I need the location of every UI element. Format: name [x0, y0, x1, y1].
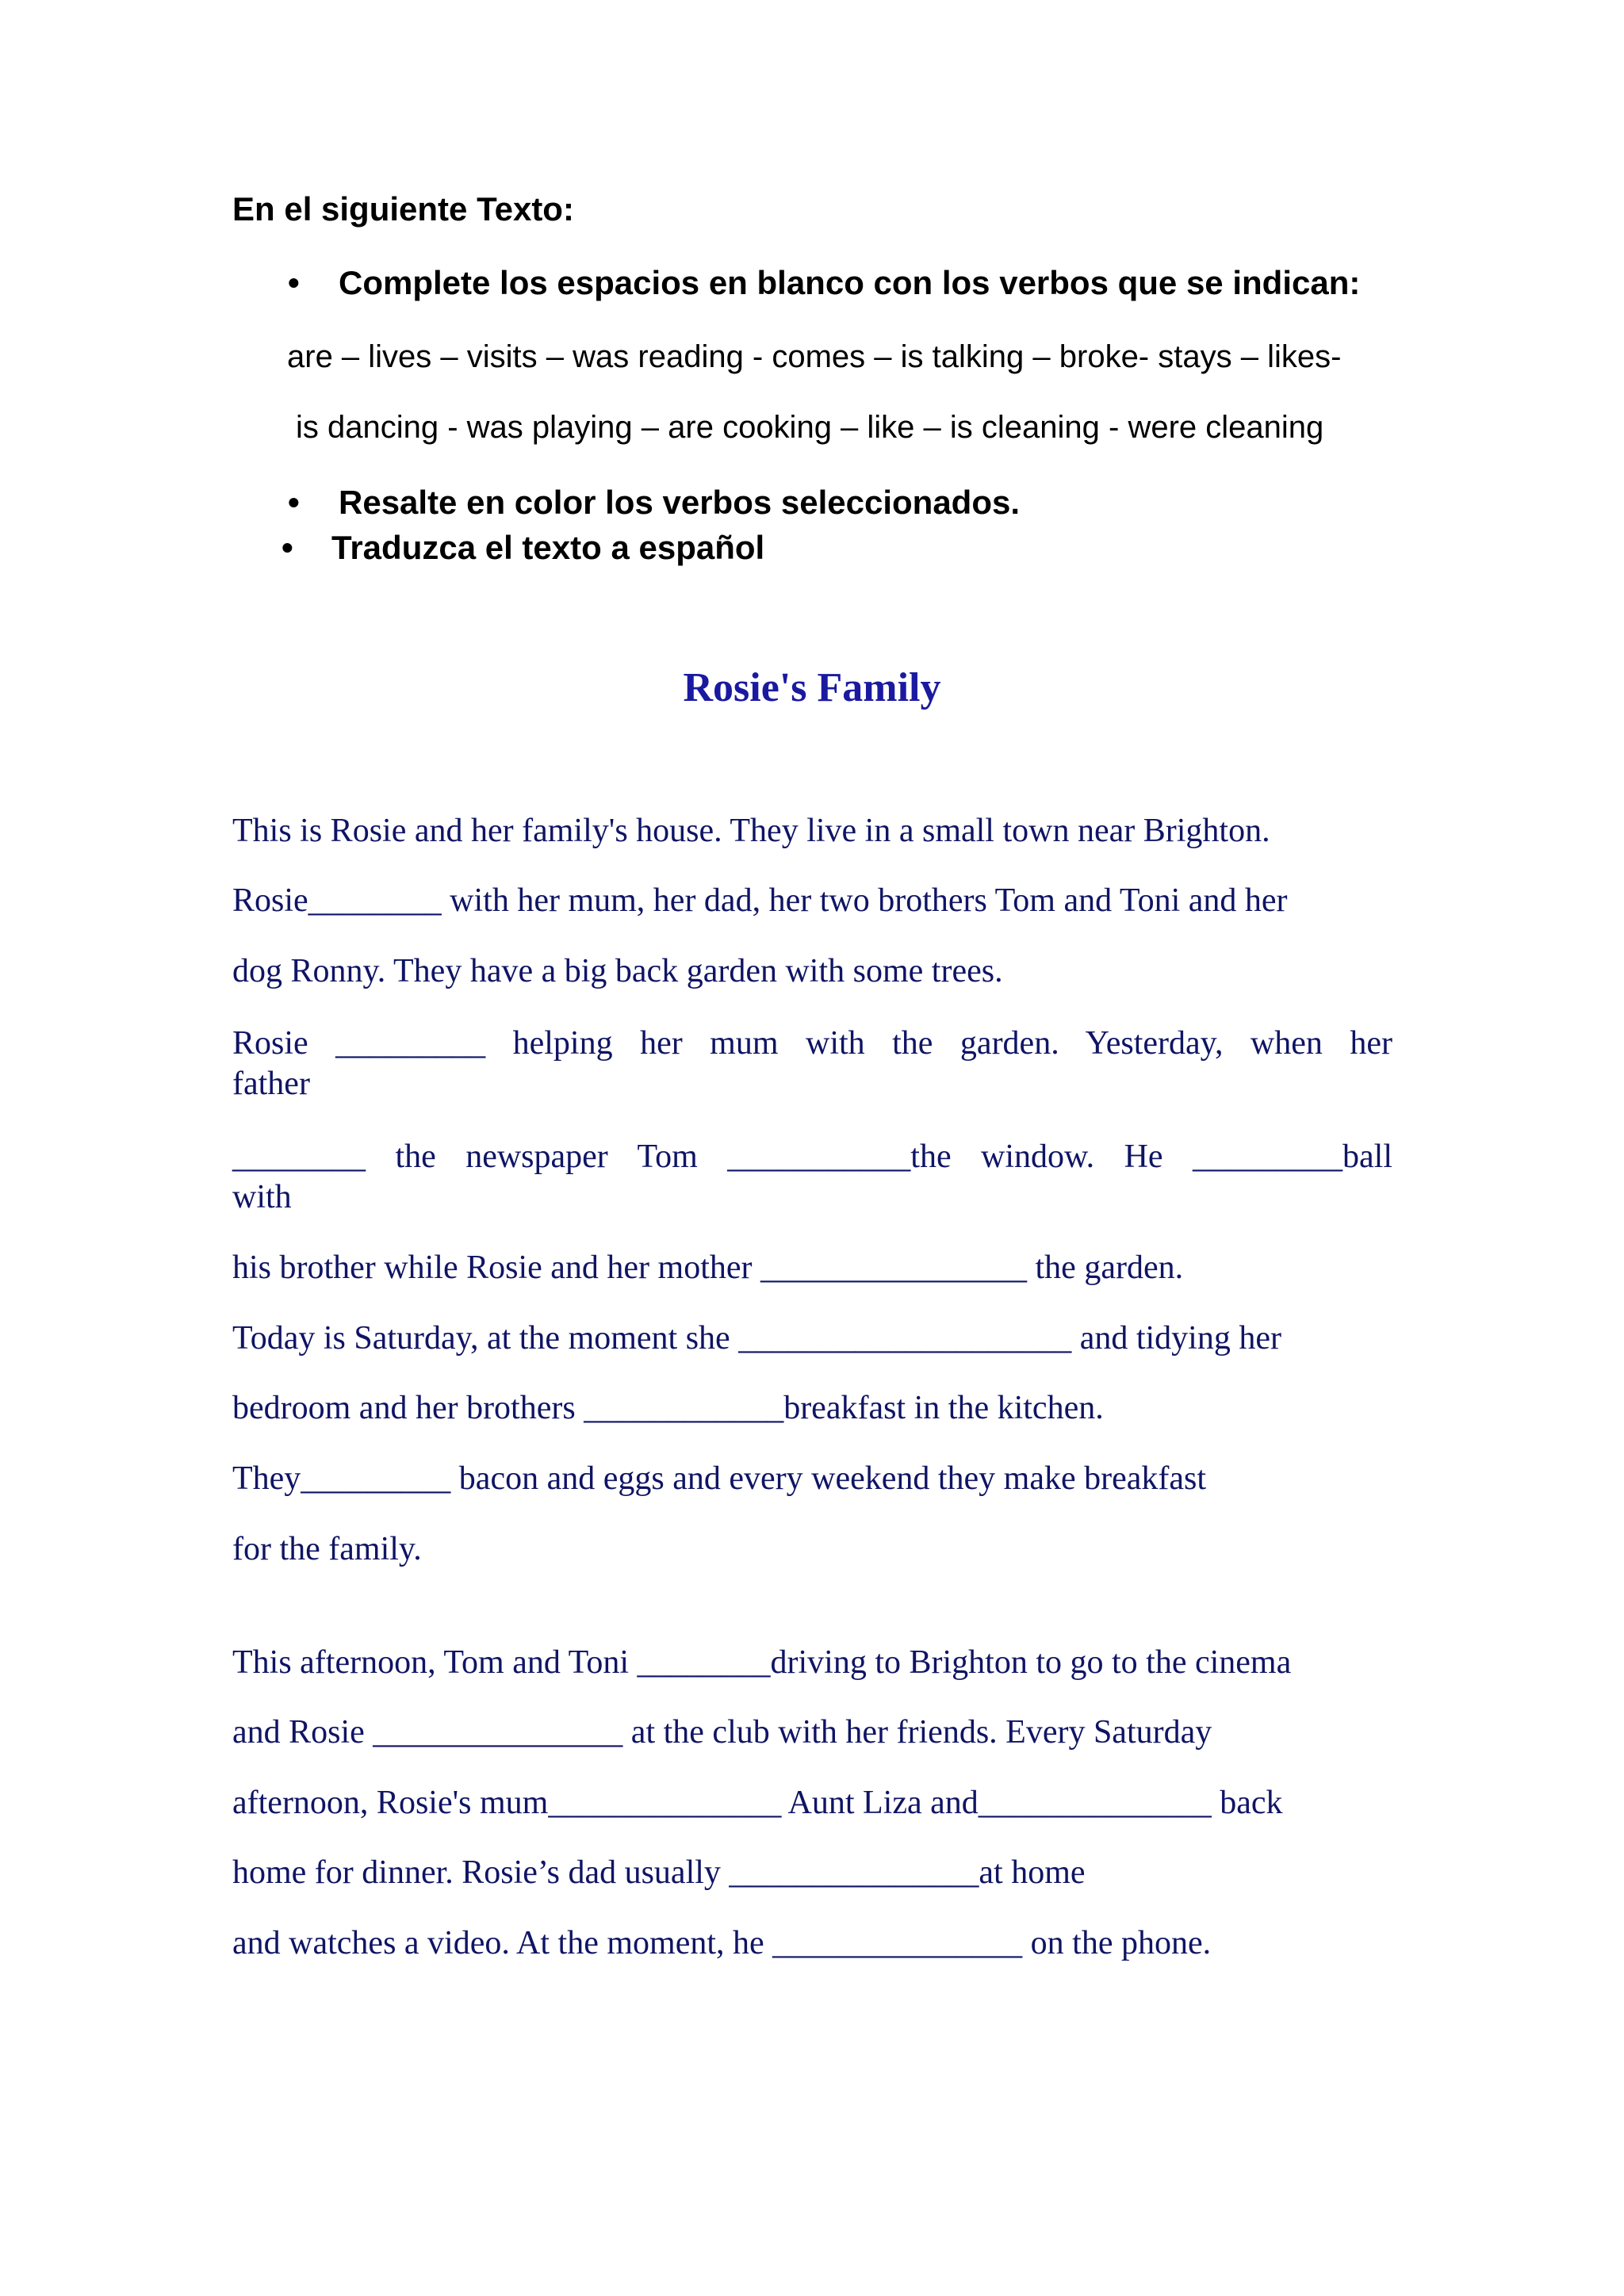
bullet-icon: • — [288, 264, 300, 301]
story-line: Rosie _________ helping her mum with the garden. Yesterday, when her — [232, 1025, 1392, 1062]
story-line: dog Ronny. They have a big back garden with some trees. — [232, 953, 1003, 989]
verbs-list-line-2: is dancing - was playing – are cooking – like – is cleaning - were cleaning — [296, 410, 1324, 445]
bullet-icon: • — [288, 484, 300, 521]
bullet-complete-text: Complete los espacios en blanco con los verbos que se indican: — [339, 264, 1361, 301]
bullet-icon: • — [282, 529, 293, 566]
bullet-translate-text: Traduzca el texto a español — [331, 529, 765, 566]
story-line: bedroom and her brothers ____________breakfast in the kitchen. — [232, 1390, 1104, 1426]
verbs-list-line-1: are – lives – visits – was reading - comes – is talking – broke- stays – likes- — [287, 339, 1342, 374]
story-line: for the family. — [232, 1531, 422, 1567]
instructions-heading: En el siguiente Texto: — [232, 190, 574, 228]
story-line: ________ the newspaper Tom ___________the window. He _________ball — [232, 1138, 1392, 1175]
story-line: Rosie________ with her mum, her dad, her two brothers Tom and Toni and her — [232, 882, 1288, 919]
story-line: Today is Saturday, at the moment she ____________________ and tidying her — [232, 1320, 1281, 1357]
story-line: his brother while Rosie and her mother ________________ the garden. — [232, 1249, 1184, 1286]
bullet-highlight-text: Resalte en color los verbos seleccionados. — [339, 484, 1021, 521]
story-line: with — [232, 1179, 292, 1215]
story-line: This afternoon, Tom and Toni ________driving to Brighton to go to the cinema — [232, 1644, 1292, 1681]
story-line: and watches a video. At the moment, he _______________ on the phone. — [232, 1925, 1212, 1961]
story-line: father — [232, 1066, 310, 1102]
story-line: afternoon, Rosie's mum______________ Aunt Liza and______________ back — [232, 1785, 1283, 1821]
story-line: This is Rosie and her family's house. They live in a small town near Brighton. — [232, 813, 1270, 849]
story-line: and Rosie _______________ at the club with her friends. Every Saturday — [232, 1714, 1212, 1751]
story-line: home for dinner. Rosie’s dad usually _______________at home — [232, 1854, 1086, 1891]
story-title: Rosie's Family — [683, 665, 941, 710]
story-line: They_________ bacon and eggs and every weekend they make breakfast — [232, 1460, 1207, 1497]
